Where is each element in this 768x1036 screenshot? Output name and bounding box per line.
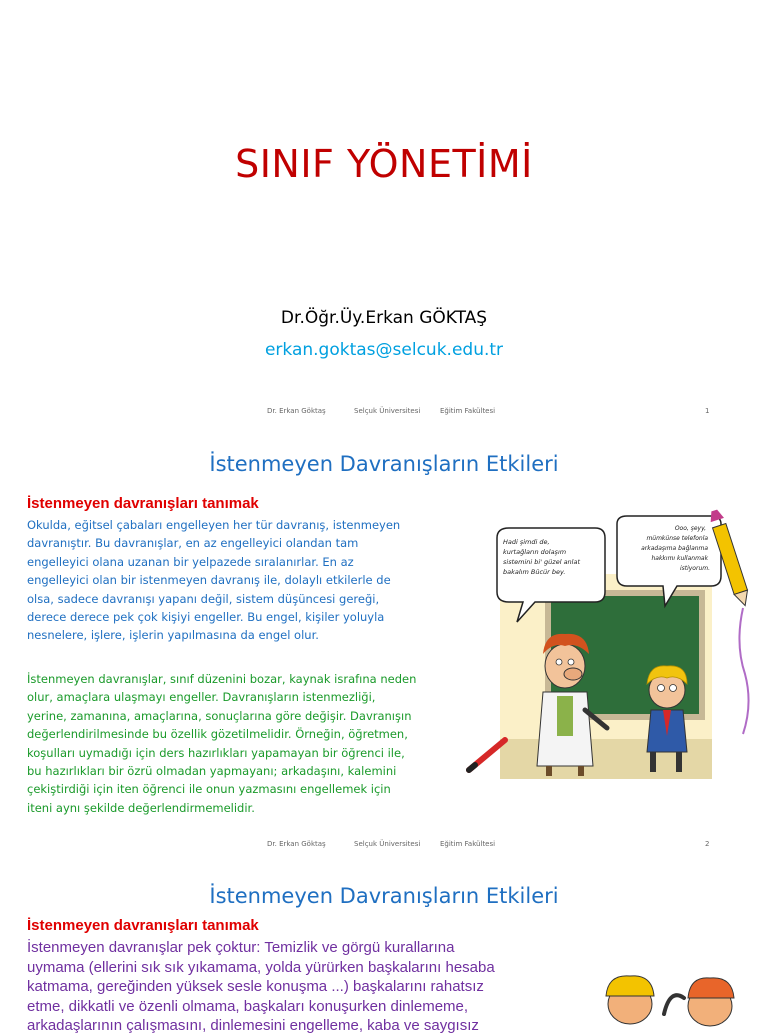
text-line: nesnelere, işlere, işlerin yapılmasına da engel olur. <box>27 628 319 643</box>
text-line: İstenmeyen davranışlar, sınıf düzenini bozar, kaynak israfına neden <box>27 672 417 686</box>
bubble-line: istiyorum. <box>679 565 710 572</box>
slide-title: İstenmeyen Davranışların Etkileri <box>209 884 559 908</box>
bubble-line: sistemini bi' güzel anlat <box>503 558 581 566</box>
bubble-line: mümkünse telefonla <box>646 535 709 542</box>
text-line: olur, amaçlara ulaşmayı engeller. Davranışların istenmezliği, <box>27 690 376 705</box>
text-line: davranıştır. Bu davranışlar, en az engelleyici olandan tam <box>27 536 359 551</box>
paragraph-2 <box>27 670 460 817</box>
text-line: derece derece pek çok kişiyi engeller. Bu engel, kişiler yoluyla <box>27 610 385 625</box>
text-line: koşulları uymadığı için ders hazırlıkları yapamayan bir öğrenci ile, <box>27 745 405 760</box>
slide-subtitle: İstenmeyen davranışları tanımak <box>27 495 259 512</box>
slide-title: İstenmeyen Davranışların Etkileri <box>209 452 559 476</box>
footer-name: Dr. Erkan Göktaş <box>267 840 326 848</box>
text-line: etme, dikkatli ve özenli olmama, başkaları konuşurken dinlememe, <box>27 997 469 1015</box>
text-line: uymama (ellerini sık sık yıkamama, yolda yürürken başkalarını hesaba <box>27 958 495 976</box>
text-line: engelleyici olana uzanan bir yelpazede sıralanırlar. En az <box>27 554 354 569</box>
footer-faculty: Eğitim Fakültesi <box>440 407 496 415</box>
text-line: Okulda, eğitsel çabaları engelleyen her tür davranış, istenmeyen <box>27 518 401 532</box>
text-line: çekiştirdiği için iten öğrenci ile onun yazmasını engellemek için <box>27 782 391 797</box>
footer-faculty: Eğitim Fakültesi <box>440 840 496 848</box>
text-line: olsa, sadece davranışı yapanı değil, sistem düşüncesi gereği, <box>27 591 380 606</box>
slide-2 <box>0 432 768 864</box>
footer-university: Selçuk Üniversitesi <box>354 407 421 415</box>
paragraph <box>27 938 537 1036</box>
text-line: katmama, gereğinden yüksek sesle konuşma ...) başkalarını rahatsız <box>27 978 484 995</box>
children-cartoon-illustration <box>598 968 748 1024</box>
bubble-line: kurtağların dolaşım <box>503 548 567 556</box>
footer-page-number: 1 <box>705 407 710 415</box>
text-line: iteni aynı şekilde değerlendirmemelidir. <box>27 800 255 815</box>
author-name: Dr.Öğr.Üy.Erkan GÖKTAŞ <box>280 308 488 328</box>
paragraph-1 <box>27 516 460 645</box>
text-line: yerine, zamanına, amaçlarına, sonuçlarına göre değişir. Davranışın <box>27 708 412 723</box>
author-email: erkan.goktas@selcuk.edu.tr <box>264 340 504 360</box>
footer-page-number: 2 <box>705 840 710 848</box>
footer-name: Dr. Erkan Göktaş <box>267 407 326 415</box>
bubble-line: hakkımı kullanmak <box>651 555 709 562</box>
slide-subtitle: İstenmeyen davranışları tanımak <box>27 917 259 934</box>
text-line: İstenmeyen davranışlar pek çoktur: Temizlik ve görgü kurallarına <box>27 939 455 956</box>
text-line: arkadaşlarının çalışmasını, dinlemesini engelleme, kaba ve saygısız <box>27 1017 479 1034</box>
bubble-line: Ooo, şeyy, <box>674 525 707 532</box>
slide-title: SINIF YÖNETİMİ <box>235 142 533 186</box>
classroom-cartoon-illustration <box>465 514 765 786</box>
bubble-line: Hadi şimdi de, <box>503 538 550 546</box>
text-line: bu hazırlıkları bir özrü olmadan yapmayanı; arkadaşını, kalemini <box>27 764 397 779</box>
bubble-line: arkadaşıma bağlanma <box>641 545 709 552</box>
slide-1 <box>0 0 768 432</box>
footer-university: Selçuk Üniversitesi <box>354 840 421 848</box>
slide-3 <box>0 864 768 1034</box>
text-line: engelleyici olan bir istenmeyen davranış ile, dolaylı etkilerle de <box>27 573 391 588</box>
bubble-line: bakalım Bücür bey. <box>503 568 566 576</box>
text-line: değerlendirilmesinde bu özellik gözetilmelidir. Örneğin, öğretmen, <box>27 727 408 742</box>
